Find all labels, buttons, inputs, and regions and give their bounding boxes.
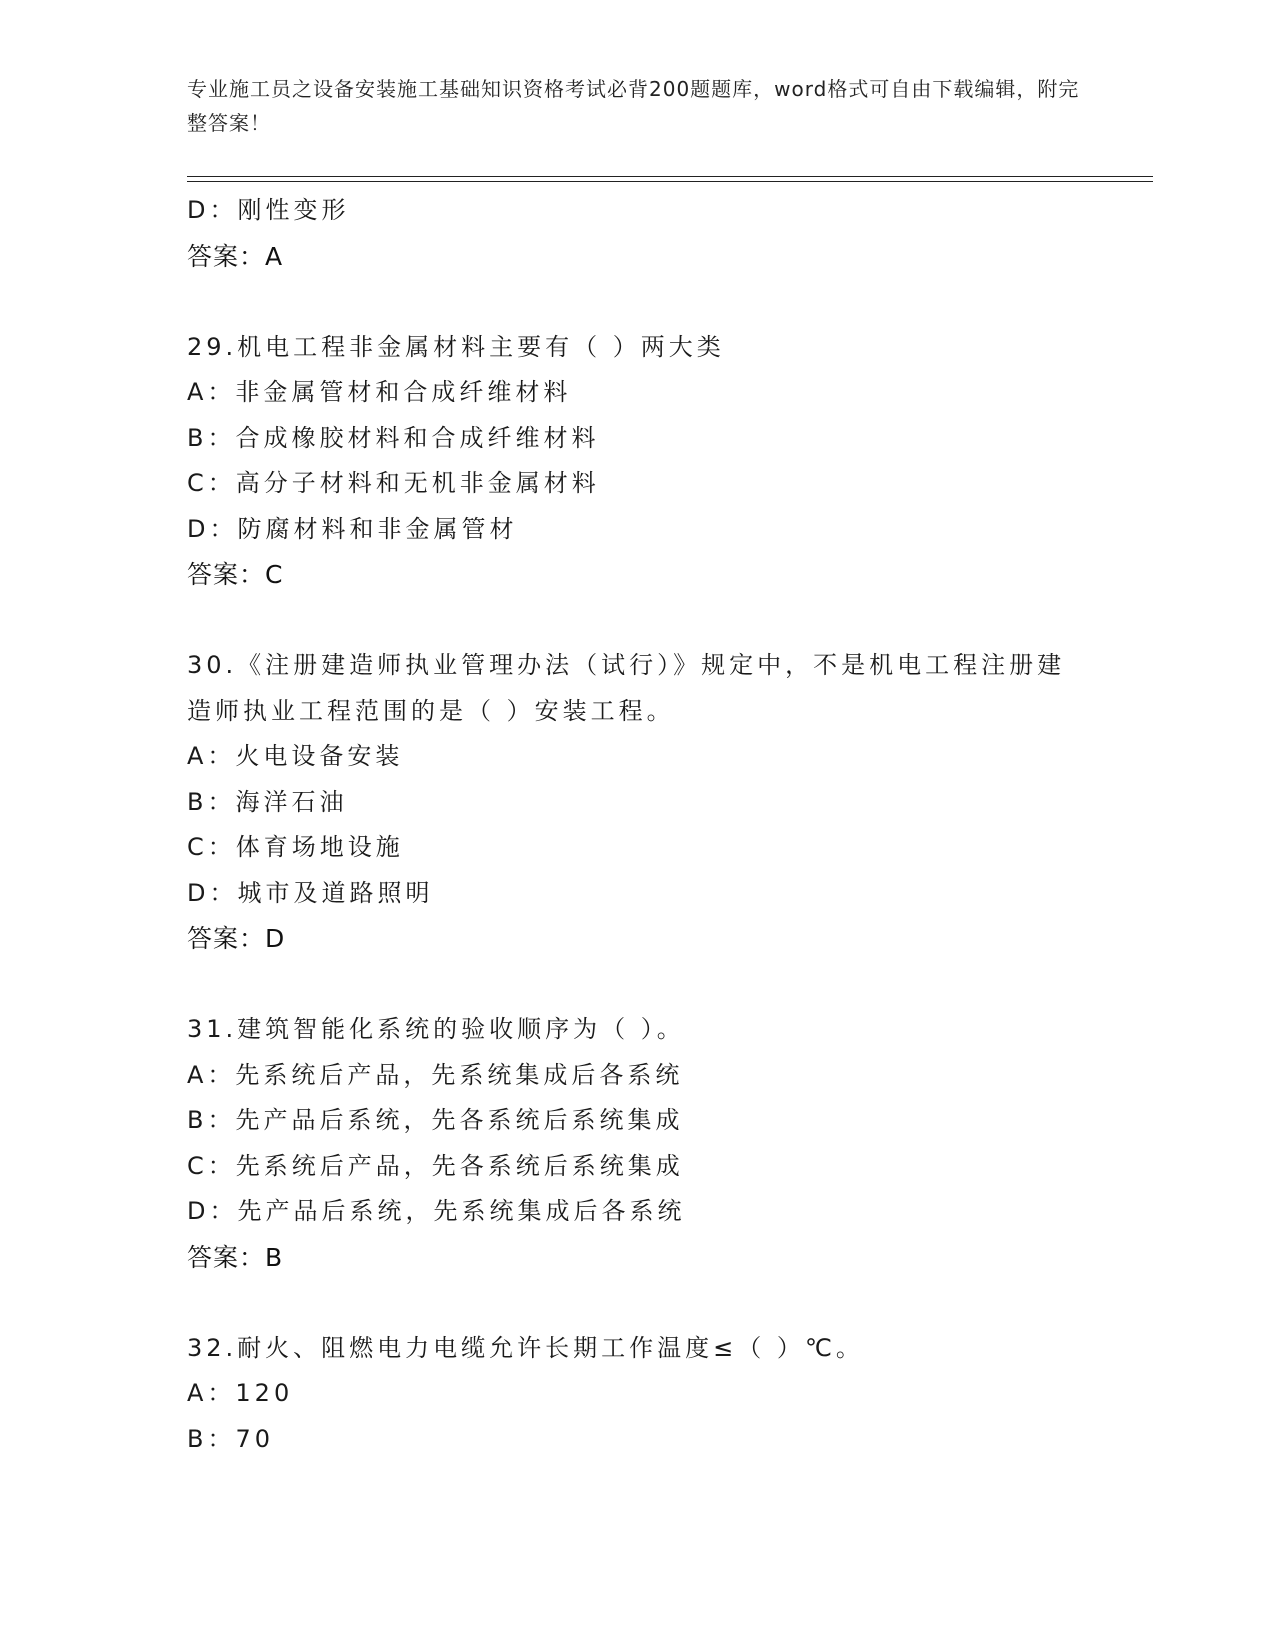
question-29-answer: 答案：C: [187, 560, 284, 589]
question-32-option-a: A：120: [187, 1379, 294, 1407]
question-29-option-a: A：非金属管材和合成纤维材料: [187, 378, 572, 406]
document-header: 专业施工员之设备安装施工基础知识资格考试必背200题题库，word格式可自由下载编辑，附完整答案！: [187, 77, 1080, 135]
question-30-text: 30.《注册建造师执业管理办法（试行）》规定中，不是机电工程注册建造师执业工程范围的是（ ）安装工程。: [187, 651, 1066, 725]
question-30-option-c: C：体育场地设施: [187, 833, 404, 861]
question-31-option-d: D：先产品后系统，先系统集成后各系统: [187, 1197, 686, 1225]
header-rule-bottom: [187, 181, 1153, 182]
question-29-option-c: C：高分子材料和无机非金属材料: [187, 469, 600, 497]
question-31-option-c: C：先系统后产品，先各系统后系统集成: [187, 1151, 684, 1180]
prev-option-d: D：刚性变形: [187, 196, 350, 224]
question-list: [187, 188, 1087, 1462]
question-29-option-d: D：防腐材料和非金属管材: [187, 514, 518, 543]
spacer: [187, 279, 1087, 325]
question-31-answer: 答案：B: [187, 1242, 284, 1272]
question-30-option-b: B：海洋石油: [187, 787, 348, 816]
prev-answer: 答案：A: [187, 241, 284, 271]
question-30-option-d: D：城市及道路照明: [187, 878, 434, 907]
question-32-text: 32.耐火、阻燃电力电缆允许长期工作温度≤（ ）℃。: [187, 1333, 864, 1362]
question-30-answer: 答案：D: [187, 924, 286, 953]
header-rule-top: [187, 176, 1153, 177]
spacer: [187, 598, 1087, 644]
spacer: [187, 962, 1087, 1008]
question-31-text: 31.建筑智能化系统的验收顺序为（ ）。: [187, 1015, 685, 1043]
question-31-option-a: A：先系统后产品，先系统集成后各系统: [187, 1060, 684, 1089]
question-29-option-b: B：合成橡胶材料和合成纤维材料: [187, 423, 600, 452]
question-29-text: 29.机电工程非金属材料主要有（ ）两大类: [187, 332, 725, 361]
question-31-option-b: B：先产品后系统，先各系统后系统集成: [187, 1106, 684, 1134]
spacer: [187, 1280, 1087, 1326]
question-30-option-a: A：火电设备安装: [187, 742, 404, 770]
question-32-option-b: B：70: [187, 1424, 275, 1453]
